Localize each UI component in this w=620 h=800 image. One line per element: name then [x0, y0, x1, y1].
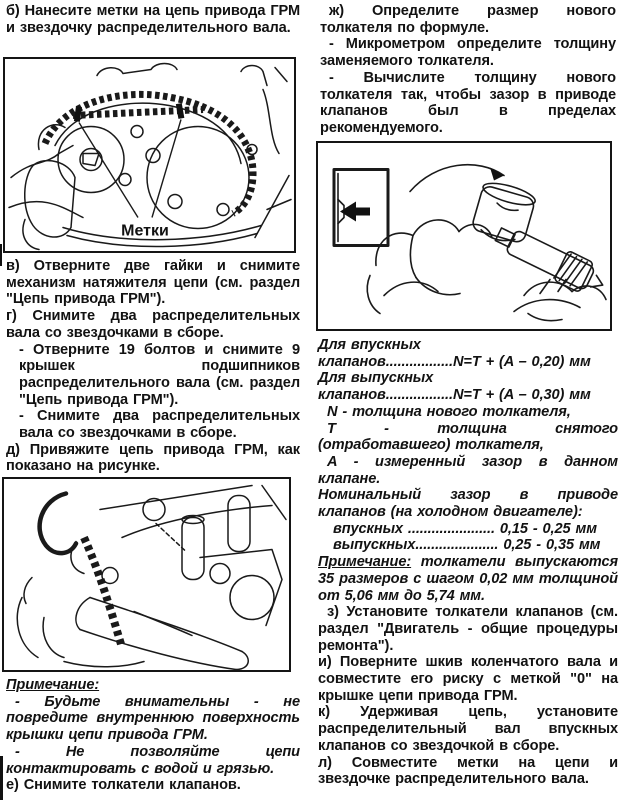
para-g-item1: - Отверните 19 болтов и снимите 9 крышек подшипников распределительного вала (см. раздел "Цепь привода ГРМ").: [19, 341, 300, 408]
figure-micrometer: [316, 141, 612, 331]
inset-arrow-icon: [340, 202, 370, 222]
formula-exhaust: клапанов.................N=T + (A – 0,30) мм: [318, 387, 591, 404]
engine-line-art-2: [17, 486, 286, 670]
figure-timing-chain-marks: [3, 57, 296, 253]
para-b: б) Нанесите метки на цепь привода ГРМ и звездочку распределительного вала.: [6, 3, 300, 36]
right-note-title: Примечание:: [318, 554, 412, 571]
para-d: д) Привяжите цепь привода ГРМ, как показано на рисунке.: [6, 441, 300, 475]
hanging-chain: [84, 538, 122, 648]
formula-exhaust-label: Для выпускных: [318, 370, 434, 387]
left-note-item2: - Не позволяйте цепи контактировать с водой и грязью.: [6, 743, 300, 777]
page-edge-artifact: [0, 756, 3, 800]
micrometer-illustration: [318, 143, 610, 329]
left-note-title: Примечание:: [6, 677, 100, 693]
page-edge-artifact-2: [0, 244, 2, 266]
formula-intake: клапанов.................N=T + (A – 0,20) мм: [318, 353, 591, 370]
legend-t: T - толщина снятого (отработавшего) толкателя,: [318, 420, 618, 454]
para-e: е) Снимите толкатели клапанов.: [6, 777, 241, 794]
para-zh-item2: - Вычислите толщину нового толкателя так, чтобы зазор в приводе клапанов был в пределах рекомендуемого.: [320, 69, 616, 136]
hook: [40, 494, 76, 554]
para-g: г) Снимите два распределительных вала со звездочками в сборе.: [6, 308, 300, 341]
clearance-exhaust: выпускных..................... 0,25 - 0,35 мм: [333, 537, 601, 554]
left-mid-text-block: [6, 258, 300, 475]
para-g-item2: - Снимите два распределительных вала со звездочками в сборе.: [19, 408, 300, 442]
formula-intake-label: Для впускных: [318, 337, 421, 353]
legend-a: A - измеренный зазор в данном клапане.: [318, 453, 618, 487]
micrometer-line-art: [334, 165, 610, 321]
left-note-item1: - Будьте внимательны - не повредите внутреннюю поверхность крышки цепи привода ГРМ.: [6, 693, 300, 744]
mark-pointer-lines: [79, 120, 181, 218]
para-l: л) Совместите метки на цепи и звездочке распределительного вала.: [318, 754, 618, 788]
right-note-text: толкатели выпускаются 35 размеров с шагом 0,02 мм толщиной от 5,06 мм до 5,74 мм.: [318, 554, 618, 604]
para-i: и) Поверните шкив коленчатого вала и совместите его риску с меткой "0" на крышке цепи привода ГРМ.: [318, 654, 618, 704]
right-note: [318, 554, 618, 604]
figure-chain-tied: [2, 477, 291, 672]
legend-n: N - толщина нового толкателя,: [327, 403, 571, 420]
right-spec-text-block: [318, 337, 618, 788]
tappet: [470, 179, 537, 247]
micrometer-body: [491, 220, 610, 301]
para-zh: ж) Определите размер нового толкателя по формуле.: [320, 3, 616, 36]
para-k: к) Удерживая цепь, установите распределительный вал впускных клапанов со звездочкой в сборе.: [318, 704, 618, 754]
clearance-intake: впускных ...................... 0,15 - 0,25 мм: [333, 520, 597, 537]
para-zh-item1: - Микрометром определите толщину заменяемого толкателя.: [320, 36, 616, 70]
right-top-text-block: [320, 3, 616, 137]
figure-marks-label: Метки: [121, 222, 169, 240]
left-para-b-block: [6, 3, 300, 36]
clearance-title: Номинальный зазор в приводе клапанов (на холодном двигателе):: [318, 487, 618, 521]
para-v: в) Отверните две гайки и снимите механизм натяжителя цепи (см. раздел "Цепь привода ГРМ").: [6, 258, 300, 308]
timing-chain-illustration: [5, 59, 294, 251]
left-note-block: [6, 677, 300, 794]
para-z: з) Установите толкатели клапанов (см. раздел "Двигатель - общие процедуры ремонта").: [318, 604, 618, 654]
chain-tied-illustration: [4, 479, 289, 670]
